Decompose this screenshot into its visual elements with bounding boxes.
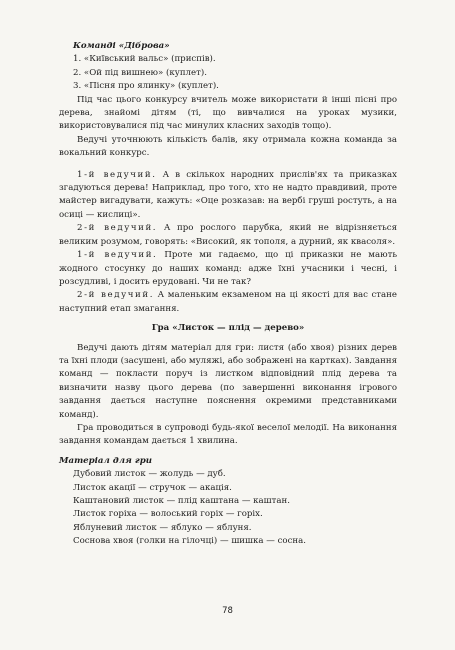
song-item: 3. «Пісня про ялинку» (куплет). — [73, 81, 219, 92]
page-number: 78 — [222, 606, 233, 616]
game-paragraph: Гра проводиться в супроводі будь-якої веселої мелодії. На виконання завдання командам дається 1 хвилина. — [59, 422, 397, 447]
material-item: Яблуневий листок — яблуко — яблуня. — [73, 522, 252, 533]
material-header: Матеріал для гри — [59, 455, 152, 466]
game-title: Гра «Листок — плід — дерево» — [151, 323, 305, 334]
dialog-line — [59, 222, 397, 249]
speaker-label: 2-й ведучий. — [77, 290, 155, 301]
song-item: 1. «Київський вальс» (приспів). — [73, 54, 216, 65]
speaker-label: 1-й ведучий. — [77, 169, 157, 180]
dialog-line — [59, 169, 397, 223]
page-content — [59, 40, 397, 549]
game-paragraph: Ведучі дають дітям матеріал для гри: листя (або хвоя) різних дерев та їхні плоди (засушені, або муляжі, або зображені на картках). Завдання команд — покласти поруч із листком відповідний плід дерева та визначити назву цього дерева (по завершенні виконання ігрового завдання дається наступне пояснення окремими представниками команд). — [59, 342, 397, 420]
lead-paragraph: Ведучі уточнюють кількість балів, яку отримала кожна команда за вокальний конкурс. — [59, 134, 397, 159]
material-item: Соснова хвоя (голки на гілочці) — шишка — сосна. — [73, 536, 306, 547]
dialog-text: А маленьким екзаменом на ці якості для вас стане наступний етап змагання. — [59, 290, 397, 314]
dialog-text: А про рослого парубка, який не відрізняється великим розумом, говорять: «Високий, як тополя, а дурний, як квасоля». — [59, 223, 397, 247]
speaker-label: 1-й ведучий. — [77, 250, 158, 261]
material-item: Листок горіха — волоський горіх — горіх. — [73, 509, 263, 520]
speaker-label: 2-й ведучий. — [77, 223, 158, 234]
teacher-paragraph: Під час цього конкурсу вчитель може використати й інші пісні про дерева, знайомі дітям (ті, що вивчалися на уроках музики, використовувалися під час минулих класних заходів тощо). — [59, 94, 397, 132]
dialog-line — [59, 289, 397, 316]
team-header: Команді «Діброва» — [73, 41, 170, 51]
material-item: Листок акації — стручок — акація. — [73, 482, 232, 493]
dialog-text: А в скількох народних прислів'ях та приказках згадуються дерева! Наприклад, про того, хто не надто правдивий, проте майстер вигадувати, кажуть: «Оце розказав: на вербі груші ростуть, а на осиці — кислиці». — [59, 169, 397, 220]
material-item: Дубовий листок — жолудь — дуб. — [73, 469, 226, 480]
material-item: Каштановий листок — плід каштана — каштан. — [73, 496, 290, 506]
dialog-text: Проте ми гадаємо, що ці приказки не мають жодного стосунку до наших команд: адже їхні учасники і чесні, і розсудливі, і досить ерудовані. Чи не так? — [59, 250, 398, 287]
song-item: 2. «Ой під вишнею» (куплет). — [73, 67, 207, 78]
dialog-line — [59, 249, 397, 289]
